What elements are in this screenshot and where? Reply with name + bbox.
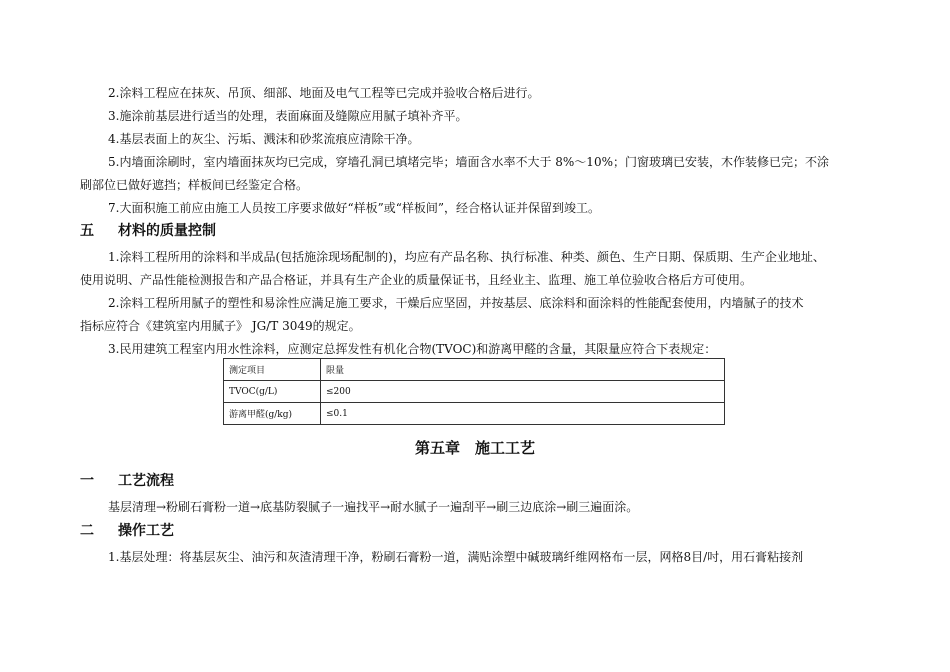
paragraph-5-2-line1: 2.涂料工程所用腻子的塑性和易涂性应满足施工要求，干燥后应坚固，并按基层、底涂料和面涂料的性能配套使用，内墙腻子的技术 bbox=[108, 296, 804, 310]
section-5-heading bbox=[80, 222, 216, 240]
table-cell: TVOC(g/L) bbox=[224, 381, 321, 403]
paragraph-4-5-line2: 刷部位已做好遮挡；样板间已经鉴定合格。 bbox=[80, 178, 309, 192]
table-row bbox=[224, 381, 725, 403]
paragraph-4-2: 2.涂料工程应在抹灰、吊顶、细部、地面及电气工程等已完成并验收合格后进行。 bbox=[108, 86, 540, 100]
paragraph-4-4: 4.基层表面上的灰尘、污垢、溅沫和砂浆流痕应清除干净。 bbox=[108, 132, 420, 146]
operation-heading bbox=[80, 522, 174, 540]
operation-title: 操作工艺 bbox=[118, 523, 174, 539]
operation-number: 二 bbox=[80, 523, 94, 539]
process-number: 一 bbox=[80, 473, 94, 489]
paragraph-5-1-line1: 1.涂料工程所用的涂料和半成品(包括施涂现场配制的)，均应有产品名称、执行标准、种类、颜色、生产日期、保质期、生产企业地址、 bbox=[108, 250, 825, 264]
paragraph-4-3: 3.施涂前基层进行适当的处理，表面麻面及缝隙应用腻子填补齐平。 bbox=[108, 109, 468, 123]
table-cell: ≤0.1 bbox=[321, 403, 725, 425]
section-5-number: 五 bbox=[80, 223, 94, 239]
paragraph-5-2-line2: 指标应符合《建筑室内用腻子》 JG/T 3049的规定。 bbox=[80, 319, 361, 333]
table-header-cell: 限量 bbox=[321, 359, 725, 381]
process-flow-text: 基层清理→粉刷石膏粉一道→底基防裂腻子一遍找平→耐水腻子一遍刮平→刷三边底涂→刷三遍面涂。 bbox=[108, 500, 639, 514]
process-title: 工艺流程 bbox=[118, 473, 174, 489]
table-cell: 游离甲醛(g/kg) bbox=[224, 403, 321, 425]
table-header-row bbox=[224, 359, 725, 381]
section-5-title: 材料的质量控制 bbox=[118, 223, 216, 239]
process-heading bbox=[80, 472, 174, 490]
table-header-cell: 测定项目 bbox=[224, 359, 321, 381]
paragraph-5-1-line2: 使用说明、产品性能检测报告和产品合格证，并具有生产企业的质量保证书，且经业主、监理、施工单位验收合格后方可使用。 bbox=[80, 273, 753, 287]
paragraph-4-5-line1: 5.内墙面涂刷时，室内墙面抹灰均已完成，穿墙孔洞已填堵完毕；墙面含水率不大于 8%～10%；门窗玻璃已安装，木作装修已完；不涂 bbox=[108, 155, 829, 169]
paragraph-4-7: 7.大面积施工前应由施工人员按工序要求做好“样板”或“样板间”，经合格认证并保留到竣工。 bbox=[108, 201, 600, 215]
operation-paragraph-1: 1.基层处理：将基层灰尘、油污和灰渣清理干净，粉刷石膏粉一道，满贴涂塑中碱玻璃纤维网格布一层，网格8目/吋，用石膏粘接剂 bbox=[108, 550, 804, 564]
table-row bbox=[224, 403, 725, 425]
paragraph-5-3: 3.民用建筑工程室内用水性涂料，应测定总挥发性有机化合物(TVOC)和游离甲醛的含量，其限量应符合下表规定： bbox=[108, 342, 717, 356]
table-cell: ≤200 bbox=[321, 381, 725, 403]
limits-table bbox=[223, 358, 725, 425]
chapter-title: 第五章 施工工艺 bbox=[414, 439, 535, 457]
